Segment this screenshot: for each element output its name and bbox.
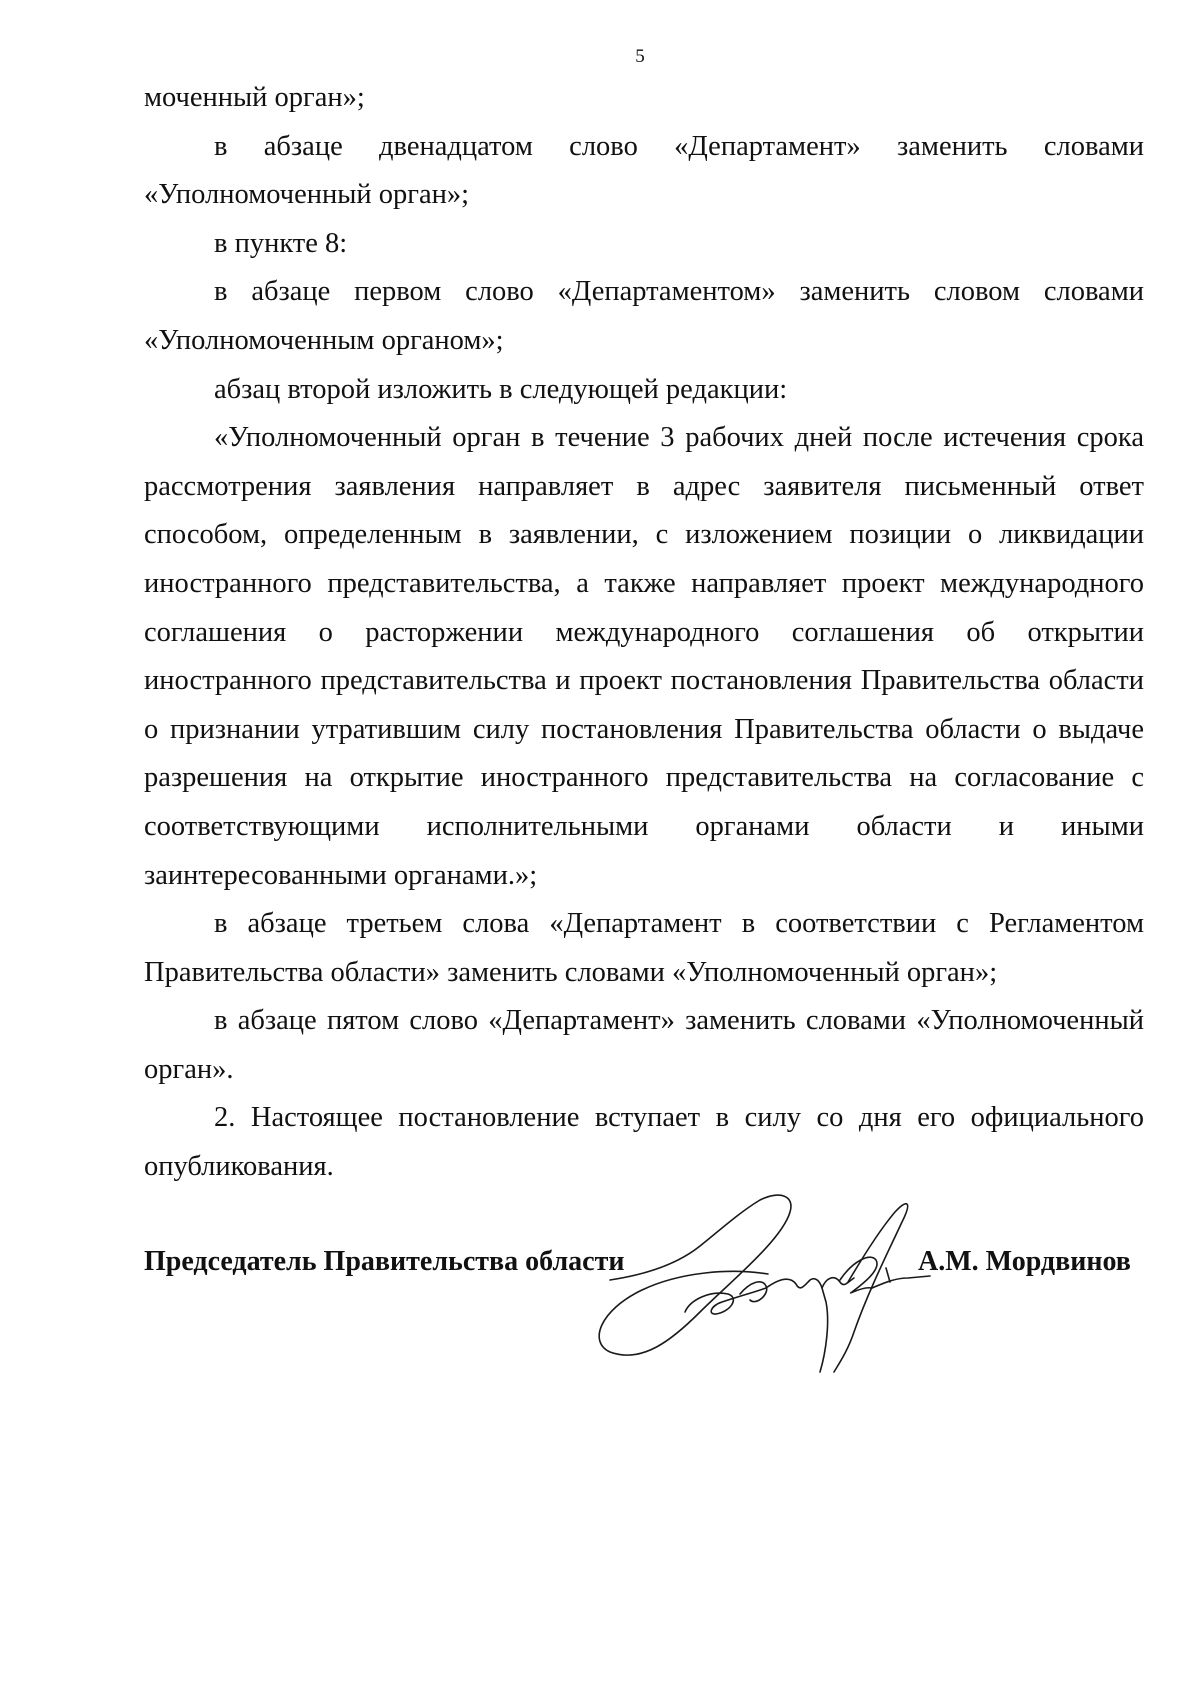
- paragraph-amendment-first: в абзаце первом слово «Департаментом» заменить словом словами «Уполномоченным органом»;: [144, 276, 1144, 356]
- signer-name: А.М. Мордвинов: [918, 1246, 1131, 1277]
- handwritten-signature: [590, 1182, 960, 1382]
- paragraph-quoted-text: «Уполномоченный орган в течение 3 рабочих дней после истечения срока рассмотрения заявления направляет в адрес заявителя письменный ответ способом, определенным в заявлении, с изложением позиции о ликвидации иностранного представительства, а также направляет проект международного соглашения о расторжении международного соглашения об открытии иностранного представительства и проект постановления Правительства области о признании утратившим силу постановления Правительства области о выдаче разрешения на открытие иностранного представительства на согласование с соответствующими исполнительными органами области и иными заинтересованными органами.»;: [144, 422, 1144, 891]
- page-number: 5: [635, 46, 645, 67]
- paragraph-amendment-third: в абзаце третьем слова «Департамент в соответствии с Регламентом Правительства области» заменить словами «Уполномоченный орган»;: [144, 908, 1144, 988]
- paragraph-point-8: в пункте 8:: [214, 227, 348, 259]
- paragraph-amendment-fifth: в абзаце пятом слово «Департамент» заменить словами «Уполномоченный орган».: [144, 1005, 1144, 1085]
- paragraph-second-intro: абзац второй изложить в следующей редакции:: [214, 373, 788, 405]
- document-body: [144, 74, 1144, 1192]
- paragraph-continuation: моченный орган»;: [144, 82, 365, 113]
- paragraph-effective-date: 2. Настоящее постановление вступает в силу со дня его официального опубликования.: [144, 1102, 1144, 1183]
- paragraph-amendment-twelfth: в абзаце двенадцатом слово «Департамент» заменить словами «Уполномоченный орган»;: [144, 130, 1144, 211]
- signer-title: Председатель Правительства области: [144, 1246, 625, 1277]
